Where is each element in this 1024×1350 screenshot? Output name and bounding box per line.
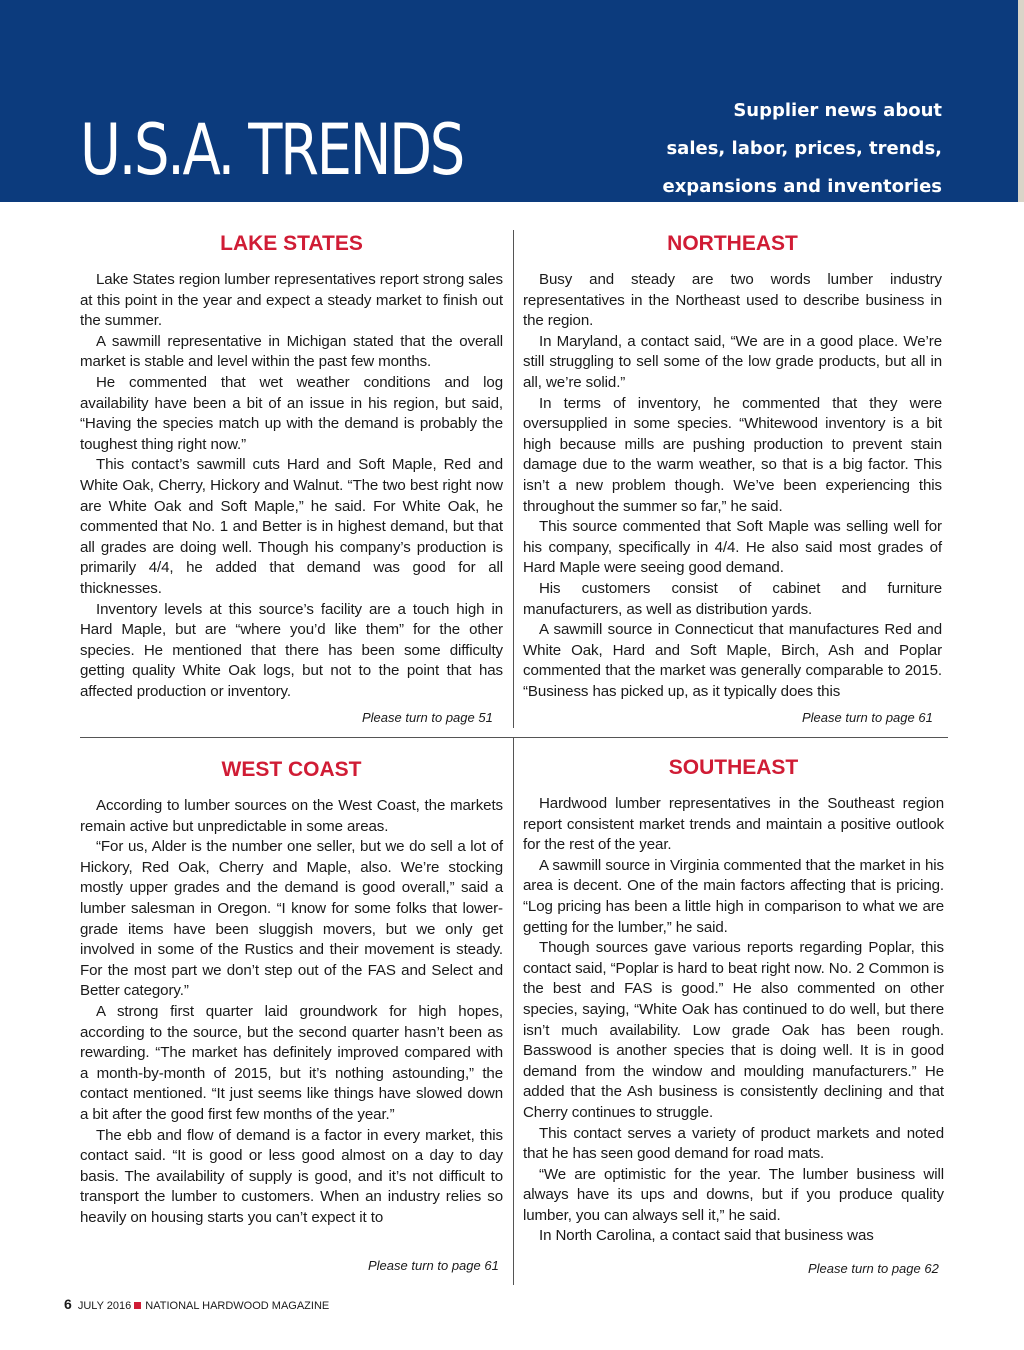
article-paragraph: This contact’s sawmill cuts Hard and Soft Maple, Red and White Oak, Cherry, Hickory and Walnut. “The two best right now are White Oak and Soft Maple,” he said. For White Oak, he commented that No. 1 and Better is in highest demand, but that all grades are doing well. Though his company’s production is primarily 4/4, he added that demand was good for all thicknesses. [80,456,503,597]
publication-name: NATIONAL HARDWOOD MAGAZINE [145,1300,330,1312]
continued-note: Please turn to page 51 [362,710,493,725]
article-paragraph: A sawmill source in Connecticut that manufactures Red and White Oak, Hard and Soft Maple, Birch, Ash and Poplar commented that the market was generally comparable to 2015. “Business has picked up, as it typically does this [523,621,942,700]
article-paragraph: “We are optimistic for the year. The lumber business will always have its ups and downs, but if you produce quality lumber, you can always sell it,” he said. [523,1165,944,1224]
continued-note: Please turn to page 61 [802,710,933,725]
article-paragraph: Though sources gave various reports regarding Poplar, this contact said, “Poplar is hard to beat right now. No. 2 Common is the best and FAS is good.” He also commented on other species, saying, “White Oak has continued to do well, but there isn’t much availability. Low grade Oak has been rough. Basswood is another species that is doing well. It is in good demand from the window and moulding manufacturers.” He added that the Ash business is consistently declining and that Cherry continues to struggle. [523,939,944,1121]
column-divider-bottom [513,737,514,1285]
article-paragraph: In North Carolina, a contact said that business was [539,1227,874,1245]
article-paragraph: “For us, Alder is the number one seller, but we do sell a lot of Hickory, Red Oak, Cherry and Maple, also. We’re stocking mostly upper grades and the demand is good overall,” said a lumber salesman in Oregon. “I know for some folks that lower-grade items have been sluggish movers, but we only get involved in some of the Rustics and their movement is steady. For the most part we don’t step out of the FAS and Select and Better category.” [80,838,503,1000]
article-paragraph: He commented that wet weather conditions and log availability have been a bit of an issue in his region, but said, “Having the species match up with the demand is probably the toughest thing right now.” [80,373,503,453]
article-paragraph: This contact serves a variety of product markets and noted that he has seen good demand for road mats. [523,1124,944,1163]
subtitle-line: sales, labor, prices, trends, [666,138,942,159]
header-subtitle [582,92,942,206]
article-paragraph: The ebb and flow of demand is a factor in every market, this contact said. “It is good or less good almost on a day to day basis. The availability of supply is good, and it’s not difficult to transport the lumber to customers. When an industry relies so heavily on housing starts you can’t expect it to [80,1126,503,1226]
article-paragraph: Lake States region lumber representatives report strong sales at this point in the year and expect a steady market to finish out the summer. [80,271,503,330]
row-divider [80,737,948,738]
page-title: U.S.A. TRENDS [80,109,463,191]
section-northeast [523,232,942,702]
article-paragraph: His customers consist of cabinet and furniture manufacturers, as well as distribution yards. [523,579,942,618]
section-heading: SOUTHEAST [668,756,799,779]
issue-date: JULY 2016 [77,1300,132,1312]
column-divider-top [513,230,514,728]
section-body [523,794,944,1247]
page-edge-strip [1018,0,1024,202]
article-paragraph: This source commented that Soft Maple was selling well for his company, specifically in 4/4. He also said most grades of Hard Maple were seeing good demand. [523,518,942,577]
article-paragraph: In terms of inventory, he commented that they were oversupplied in some species. “Whitewood inventory is a bit high because mills are pushing production to prevent stain damage due to the warm weather, so that is a big factor. This isn’t a new problem though. We’ve been experiencing this throughout the summer so far,” he said. [523,394,942,515]
page-footer [64,1296,329,1312]
article-paragraph: A strong first quarter laid groundwork for high hopes, according to the source, but the second quarter hasn’t been as rewarding. “The market has definitely improved compared with a month-by-month of 2015, but it’s nothing astounding,” the contact mentioned. “It just seems like things have slowed down a bit after the good first few months of the year.” [80,1002,503,1123]
article-paragraph: Inventory levels at this source’s facility are a touch high in Hard Maple, but are “where you’d like them” for the other species. He mentioned that there has been some difficulty getting quality White Oak logs, but not to the point that has affected production or inventory. [80,600,503,700]
subtitle-line: expansions and inventories [662,176,942,197]
section-lake-states [80,232,503,702]
section-heading: NORTHEAST [667,232,798,255]
section-body [80,270,503,702]
article-paragraph: In Maryland, a contact said, “We are in a good place. We’re still struggling to sell some of the low grade products, but all in all, we’re solid.” [523,332,942,391]
article-paragraph: According to lumber sources on the West Coast, the markets remain active but unpredictable in some areas. [80,797,503,835]
section-heading: WEST COAST [221,758,362,781]
header-banner [0,0,1018,202]
section-southeast [523,756,944,1247]
article-paragraph: Busy and steady are two words lumber industry representatives in the Northeast used to describe business in the region. [523,271,942,330]
section-west-coast [80,758,503,1228]
section-body [523,270,942,702]
section-body [80,796,503,1228]
page-number: 6 [64,1296,72,1312]
article-paragraph: A sawmill source in Virginia commented that the market in his area is decent. One of the main factors affecting that is pricing. “Log pricing has been a little high in comparison to what we are getting for the lumber,” he said. [523,856,944,936]
continued-note: Please turn to page 61 [368,1258,499,1273]
square-bullet-icon [134,1302,141,1309]
continued-note: Please turn to page 62 [808,1261,939,1276]
section-heading: LAKE STATES [220,232,363,255]
article-paragraph: Hardwood lumber representatives in the Southeast region report consistent market trends and maintain a positive outlook for the rest of the year. [523,795,944,854]
subtitle-line: Supplier news about [733,100,942,121]
article-paragraph: A sawmill representative in Michigan stated that the overall market is stable and level within the past few months. [80,332,503,371]
